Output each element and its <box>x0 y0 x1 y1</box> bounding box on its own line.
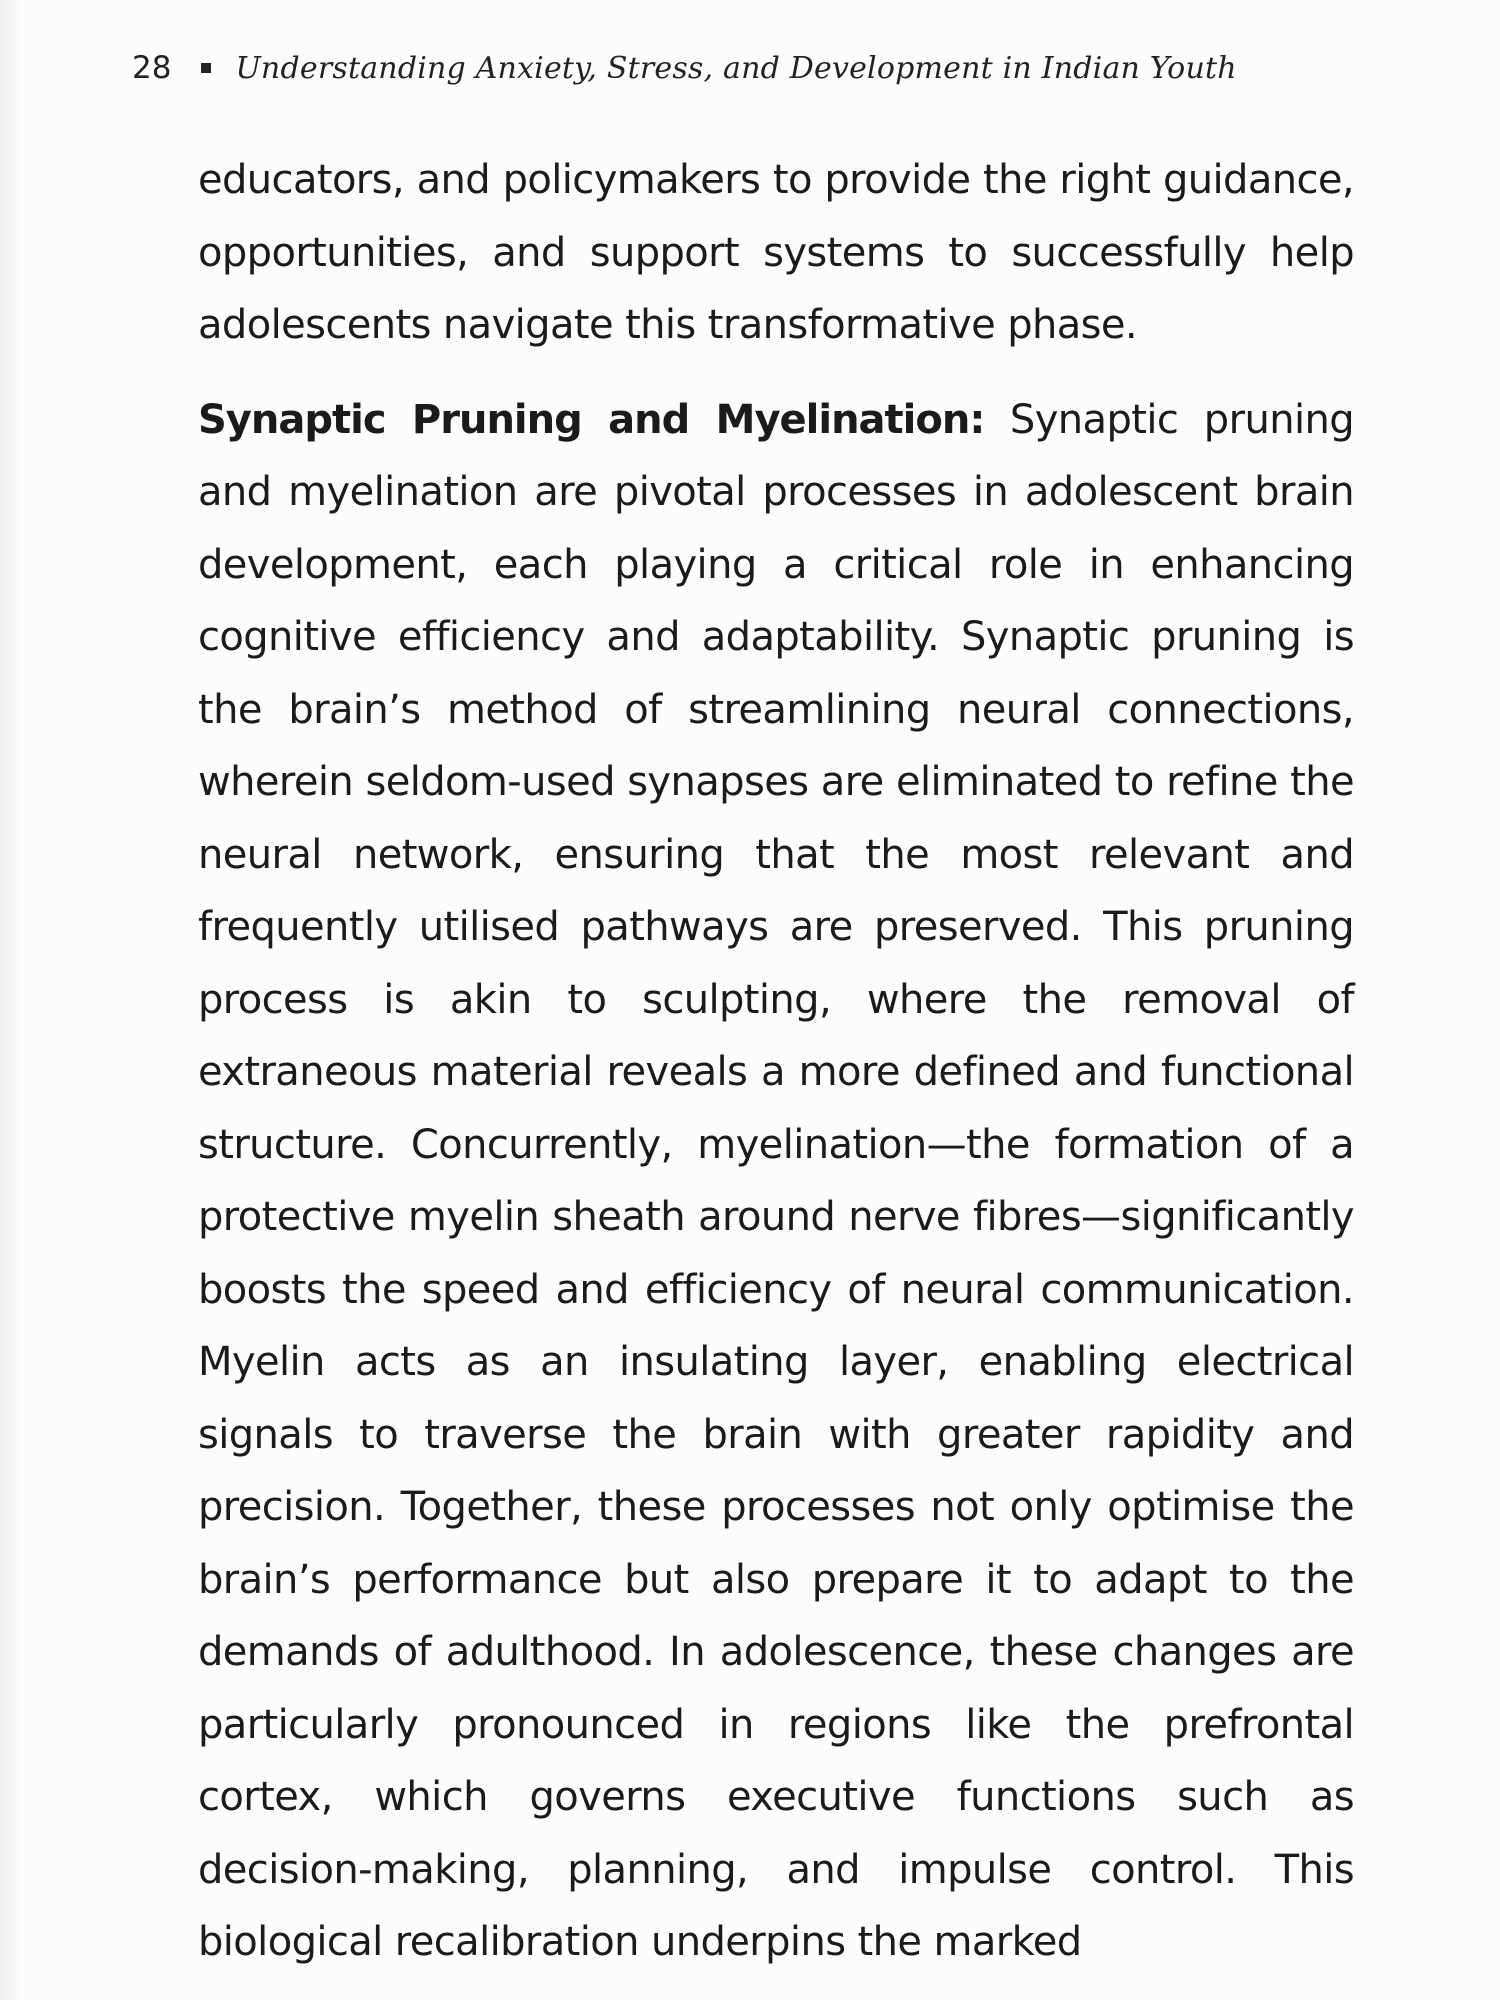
paragraph-text: Synaptic pruning and myelination are pivotal processes in adolescent brain development, each playing a critical role in enhancing cognitive efficiency and adaptability. Synaptic pruning is the brain’s method of streamlining neural connections, wherein seldom-used synapses are eliminated to refine the neural network, ensuring that the most relevant and frequently utilised pathways are preserved. This pruning process is akin to sculpting, where the removal of extraneous material reveals a more defined and functional structure. Concurrently, myelination—the formation of a protective myelin sheath around nerve fibres—significantly boosts the speed and efficiency of neural communication. Myelin acts as an insulating layer, enabling electrical signals to traverse the brain with greater rapidity and precision. Together, these processes not only optimise the brain’s performance but also prepare it to adapt to the demands of adulthood. In adolescence, these changes are particularly pronounced in regions like the prefrontal cortex, which governs executive functions such as decision-making, planning, and impulse control. This biological recalibration underpins the marked <box>198 396 1355 1965</box>
page-edge-shadow <box>0 0 22 2000</box>
paragraph-synaptic-pruning <box>198 384 1354 1979</box>
header-bullet-icon <box>201 63 211 73</box>
page-number: 28 <box>132 50 172 86</box>
running-header <box>132 44 1237 92</box>
paragraph-heading: Synaptic Pruning and Myelination: <box>198 396 985 443</box>
paragraph-continuation: educators, and policymakers to provide the right guidance, opportunities, and support systems to successfully help adolescents navigate this transformative phase. <box>198 157 1354 348</box>
body-text <box>198 144 1354 1979</box>
book-title: Understanding Anxiety, Stress, and Development in Indian Youth <box>235 50 1237 86</box>
